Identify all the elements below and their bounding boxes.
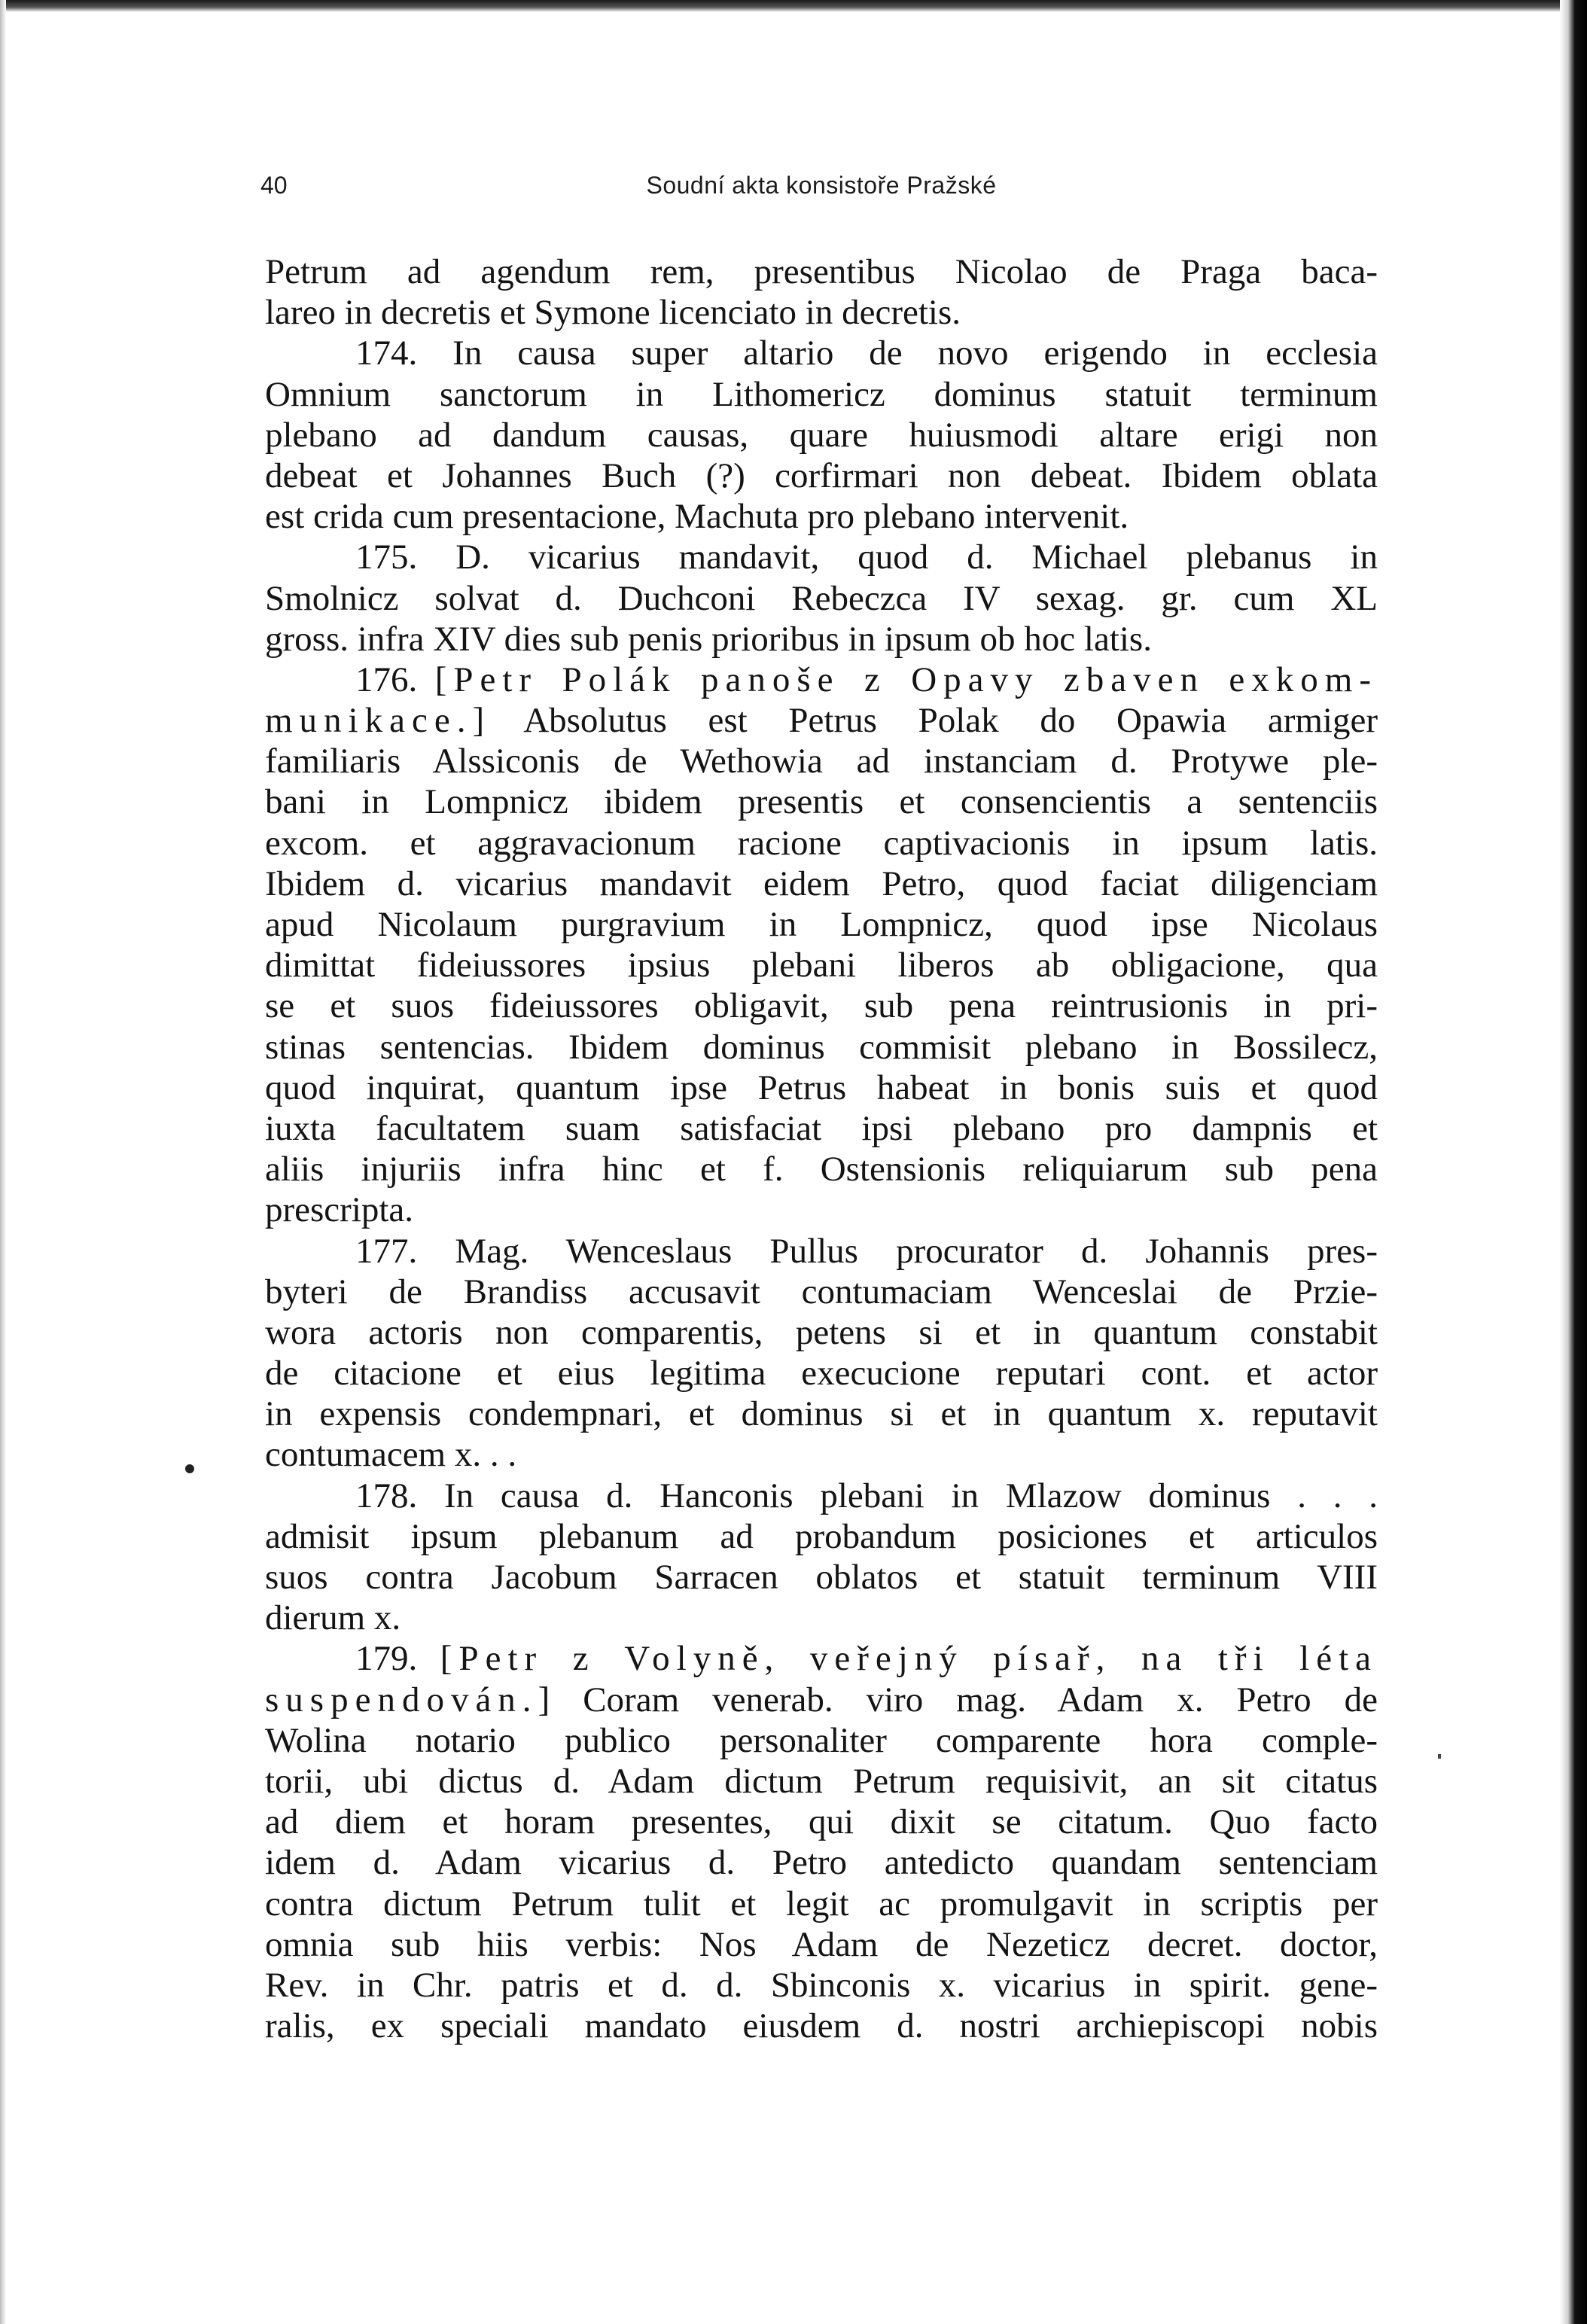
text-line: Wolina notario publico personaliter comparente hora comple-	[265, 1720, 1378, 1760]
text-line: contra dictum Petrum tulit et legit ac promulgavit in scriptis per	[265, 1884, 1378, 1923]
text-line: iuxta facultatem suam satisfaciat ipsi plebano pro dampnis et	[265, 1108, 1378, 1148]
text-line: plebano ad dandum causas, quare huiusmodi altare erigi non	[265, 415, 1378, 455]
text-line: se et suos fideiussores obligavit, sub pena reintrusionis in pri-	[265, 986, 1378, 1026]
text-line: in expensis condempnari, et dominus si et in quantum x. reputavit	[265, 1394, 1378, 1434]
text-line: dimittat fideiussores ipsius plebani liberos ab obligacione, qua	[265, 946, 1378, 985]
text-line: wora actoris non comparentis, petens si et in quantum constabit	[265, 1312, 1378, 1352]
spaced-heading: [Petr Polák panoše z Opavy zbaven exkom-	[434, 659, 1378, 699]
spaced-heading: munikace.	[265, 701, 473, 741]
text-line: familiaris Alssiconis de Wethowia ad instanciam d. Protywe ple-	[265, 742, 1378, 781]
spaced-heading: suspendován.	[265, 1680, 538, 1719]
text-line: est crida cum presentacione, Machuta pro plebano intervenit.	[265, 497, 1129, 537]
text-line: 177. Mag. Wenceslaus Pullus procurator d. Johannis pres-	[355, 1231, 1378, 1271]
text-line: suos contra Jacobum Sarracen oblatos et statuit terminum VIII	[265, 1558, 1378, 1597]
spaced-heading: [Petr z Volyně, veřejný písař, na tři léta	[440, 1639, 1378, 1679]
text-line: 178. In causa d. Hanconis plebani in Mlazow dominus . . .	[355, 1476, 1378, 1515]
running-title: Soudní akta konsistoře Pražské	[646, 172, 997, 199]
text-line: ralis, ex speciali mandato eiusdem d. nostri archiepiscopi nobis	[265, 2006, 1378, 2046]
text-line: lareo in decretis et Symone licenciato in decretis.	[265, 293, 961, 333]
text-line: contumacem x. . .	[265, 1435, 517, 1475]
text-line: ad diem et horam presentes, qui dixit se citatum. Quo facto	[265, 1802, 1378, 1842]
text-line: Smolnicz solvat d. Duchconi Rebeczca IV sexag. gr. cum XL	[265, 578, 1378, 618]
text-line: debeat et Johannes Buch (?) corfirmari non debeat. Ibidem oblata	[265, 455, 1378, 495]
scan-speck	[1438, 1754, 1441, 1759]
text-line: Petrum ad agendum rem, presentibus Nicolao de Praga baca-	[265, 252, 1378, 291]
body-text	[265, 251, 1378, 2046]
text-line: torii, ubi dictus d. Adam dictum Petrum requisivit, an sit citatus	[265, 1761, 1378, 1801]
text-line: bani in Lompnicz ibidem presentis et consencientis a sentenciis	[265, 782, 1378, 822]
text-line: admisit ipsum plebanum ad probandum posiciones et articulos	[265, 1516, 1378, 1556]
text-line: 176. [Petr Polák panoše z Opavy zbaven exkom-	[355, 659, 1378, 699]
margin-mark	[185, 1464, 194, 1473]
text-line: gross. infra XIV dies sub penis prioribus in ipsum ob hoc latis.	[265, 619, 1152, 659]
text-line: prescripta.	[265, 1190, 414, 1230]
text-line: idem d. Adam vicarius d. Petro antedicto quandam sentenciam	[265, 1843, 1378, 1883]
text-line: aliis injuriis infra hinc et f. Ostensionis reliquiarum sub pena	[265, 1150, 1378, 1189]
text-line: 174. In causa super altario de novo erigendo in ecclesia	[355, 334, 1378, 373]
text-line: munikace.] Absolutus est Petrus Polak do Opawia armiger	[265, 701, 1378, 741]
text-line: stinas sentencias. Ibidem dominus commisit plebano in Bossilecz,	[265, 1027, 1378, 1067]
text-line: quod inquirat, quantum ipse Petrus habeat in bonis suis et quod	[265, 1068, 1378, 1107]
running-head	[260, 172, 1382, 205]
text-line: byteri de Brandiss accusavit contumaciam Wenceslai de Przie-	[265, 1272, 1378, 1311]
text-line: apud Nicolaum purgravium in Lompnicz, quod ipse Nicolaus	[265, 905, 1378, 944]
text-line: Ibidem d. vicarius mandavit eidem Petro, quod faciat diligenciam	[265, 864, 1378, 903]
text-line: de citacione et eius legitima execucione reputari cont. et actor	[265, 1354, 1378, 1393]
text-line: suspendován.] Coram venerab. viro mag. Adam x. Petro de	[265, 1680, 1378, 1719]
text-line: Rev. in Chr. patris et d. d. Sbinconis x. vicarius in spirit. gene-	[265, 1965, 1378, 2005]
text-line: dierum x.	[265, 1598, 401, 1638]
text-line: Omnium sanctorum in Lithomericz dominus statuit terminum	[265, 374, 1378, 414]
page-number: 40	[260, 172, 288, 199]
text-line: excom. et aggravacionum racione captivacionis in ipsum latis.	[265, 823, 1378, 863]
text-line: 179. [Petr z Volyně, veřejný písař, na tři léta	[355, 1639, 1378, 1679]
text-line: omnia sub hiis verbis: Nos Adam de Nezeticz decret. doctor,	[265, 1924, 1378, 1964]
text-line: 175. D. vicarius mandavit, quod d. Michael plebanus in	[355, 538, 1378, 577]
